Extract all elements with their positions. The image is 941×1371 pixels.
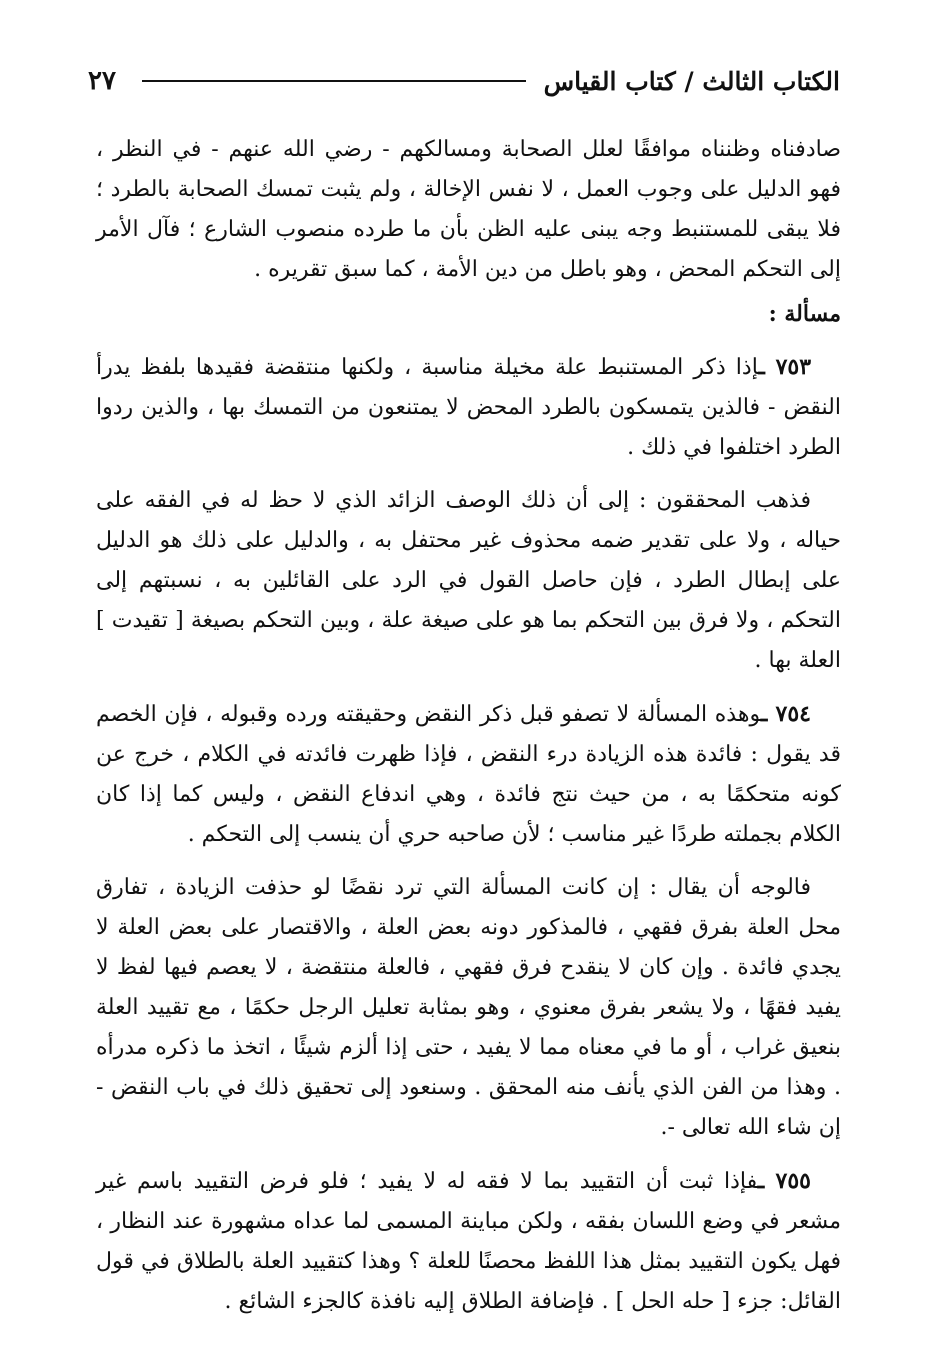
section-heading: مسألة : — [768, 301, 841, 327]
paragraph-number: ٧٥٤ ـ — [760, 701, 811, 727]
paragraph-continuation: صادفناه وظنناه موافقًا لعلل الصحابة ومسالكهم - رضي الله عنهم - في النظر ، فهو الدليل على وجوب العمل ، لا نفس الإخالة ، ولم يثبت تمسك الصحابة بالطرد ؛ فلا يبقى للمستنبط وجه يبنى عليه الظن بأن ما طرده منصوب الشارع ؛ فآل الأمر إلى التحكم المحض ، وهو باطل من دين الأمة ، كما سبق تقريره . — [96, 137, 841, 282]
page-header — [88, 56, 840, 106]
paragraph-text: فإذا ثبت أن التقييد بما لا فقه له لا يفيد ؛ فلو فرض التقييد باسم غير مشعر في وضع اللسان بفقه ، ولكن مباينة المسمى لما عداه مشهورة عند النظار ، فهل يكون التقييد بمثل هذا اللفظ محصنًا للعلة ؟ وهذا كتقييد العلة بالطلاق في قول القائل: جزء [ حله الحل ] . فإضافة الطلاق إليه نافذة كالجزء الشائع . — [96, 1169, 841, 1314]
paragraph-754 — [96, 694, 841, 855]
paragraph-number: ٧٥٥ ـ — [757, 1168, 811, 1194]
running-title: الكتاب الثالث / كتاب القياس — [543, 66, 840, 96]
paragraph-wajh: فالوجه أن يقال : إن كانت المسألة التي ترد نقضًا لو حذفت الزيادة ، تفارق محل العلة بفرق فقهي ، فالمذكور دونه بعض العلة ، والاقتصار على بعض العلة لا يجدي فائدة . وإن كان لا ينقدح فرق فقهي ، فالعلة منتقضة ، لا يعصم فيها لفظ لا يفيد فقهًا ، ولا يشعر بفرق معنوي ، وهو بمثابة تعليل الرجل حكمًا ، مع تقييد العلة بنعيق غراب ، أو ما في معناه مما لا يفيد ، حتى إذا ألزم شيئًا ، اتخذ ما ذكره مدرأه . وهذا من الفن الذي يأنف منه المحقق . وسنعود إلى تحقيق ذلك في باب النقض - إن شاء الله تعالى -. — [96, 875, 841, 1140]
paragraph-753 — [96, 347, 841, 468]
page-body — [96, 130, 841, 1322]
header-rule — [142, 80, 526, 82]
paragraph-number: ٧٥٣ ـ — [758, 354, 812, 380]
paragraph-755 — [96, 1161, 841, 1322]
page-number: ٢٧ — [88, 66, 116, 96]
paragraph-text: إذا ذكر المستنبط علة مخيلة مناسبة ، ولكنها منتقضة فقيدها بلفظ يدرأ النقض - فالذين يتمسكون بالطرد المحض لا يمتنعون من التمسك بها ، والذين ردوا الطرد اختلفوا في ذلك . — [96, 355, 841, 460]
paragraph-text: وهذه المسألة لا تصفو قبل ذكر النقض وحقيقته ورده وقبوله ، فإن الخصم قد يقول : فائدة هذه الزيادة درء النقض ، فإذا ظهرت فائدته في الكلام ، خرج عن كونه متحكمًا به ، من حيث نتج فائدة ، وهي اندفاع النقض ، وليس كما إذا كان الكلام بجملته طردًا غير مناسب ؛ لأن صاحبه حري أن ينسب إلى التحكم . — [96, 702, 841, 847]
paragraph-muhaqqiqun: فذهب المحققون : إلى أن ذلك الوصف الزائد الذي لا حظ له في الفقه على حياله ، ولا على تقدير ضمه محذوف غير محتفل به ، والدليل على ذلك هو الدليل على إبطال الطرد ، فإن حاصل القول في الرد على القائلين به ، نسبتهم إلى التحكم ، ولا فرق بين التحكم بما هو على صيغة علة ، وبين التحكم بصيغة [ تقيدت ] العلة بها . — [96, 488, 841, 673]
